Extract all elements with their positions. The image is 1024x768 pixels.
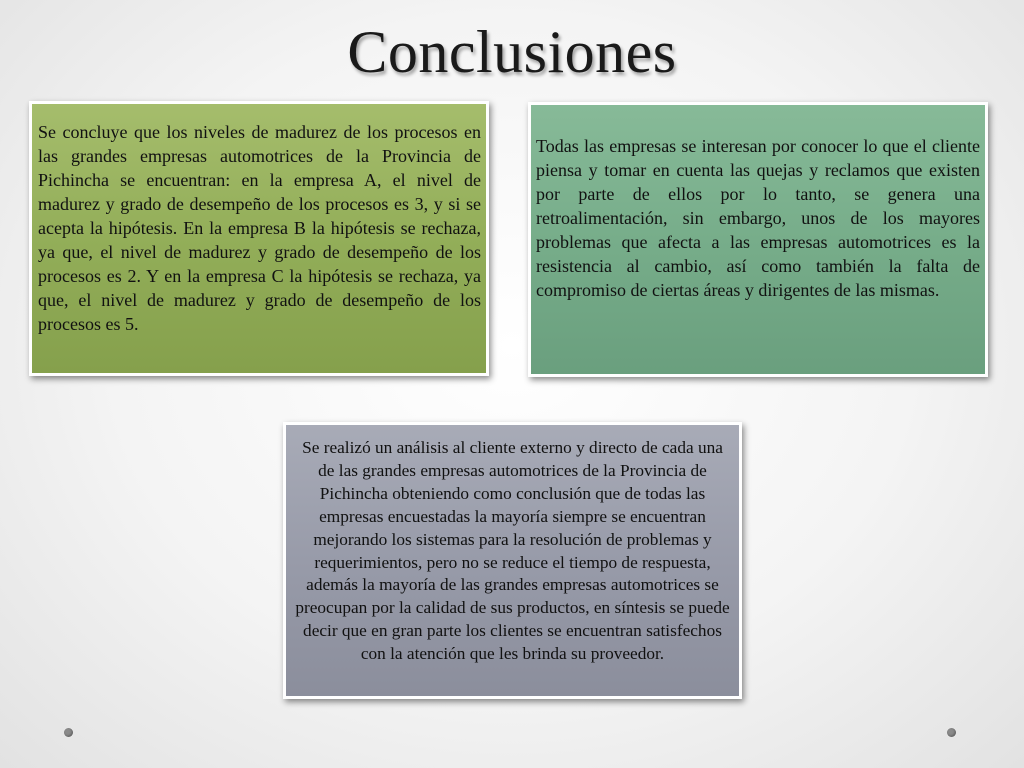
conclusion-text-customer-analysis: Se realizó un análisis al cliente externo y directo de cada una de las grandes empresas automotrices de la Provincia de Pichincha obteniendo como conclusión que de todas las empresas encuestadas la mayoría siempre se encuentran mejorando los sistemas para la resolución de problemas y requerimientos, pero no se reduce el tiempo de respuesta, además la mayoría de las grandes empresas automotrices se preocupan por la calidad de sus productos, en síntesis se puede decir que en gran parte los clientes se encuentran satisfechos con la atención que les brinda su proveedor. <box>295 438 730 664</box>
slide-title: Conclusiones <box>347 19 677 85</box>
conclusion-text-feedback: Todas las empresas se interesan por conocer lo que el cliente piensa y tomar en cuenta las quejas y reclamos que existen por parte de ellos por lo tanto, se genera una retroalimentación, sin embargo, unos de los mayores problemas que afecta a las empresas automotrices es la resistencia al cambio, así como también la falta de compromiso de ciertas áreas y dirigentes de las mismas. <box>536 136 980 300</box>
decorative-dot-left <box>64 728 73 737</box>
conclusion-box-feedback <box>528 102 988 377</box>
conclusion-text-maturity: Se concluye que los niveles de madurez de los procesos en las grandes empresas automotrices de la Provincia de Pichincha se encuentran: en la empresa A, el nivel de madurez y grado de desempeño de los procesos es 3, y si se acepta la hipótesis. En la empresa B la hipótesis se rechaza, ya que, el nivel de madurez y grado de desempeño de los procesos es 2. Y en la empresa C la hipótesis se rechaza, ya que, el nivel de madurez y grado de desempeño de los procesos es 5. <box>38 122 481 334</box>
conclusion-box-customer-analysis <box>283 422 742 699</box>
conclusion-box-maturity <box>29 101 489 376</box>
decorative-dot-right <box>947 728 956 737</box>
